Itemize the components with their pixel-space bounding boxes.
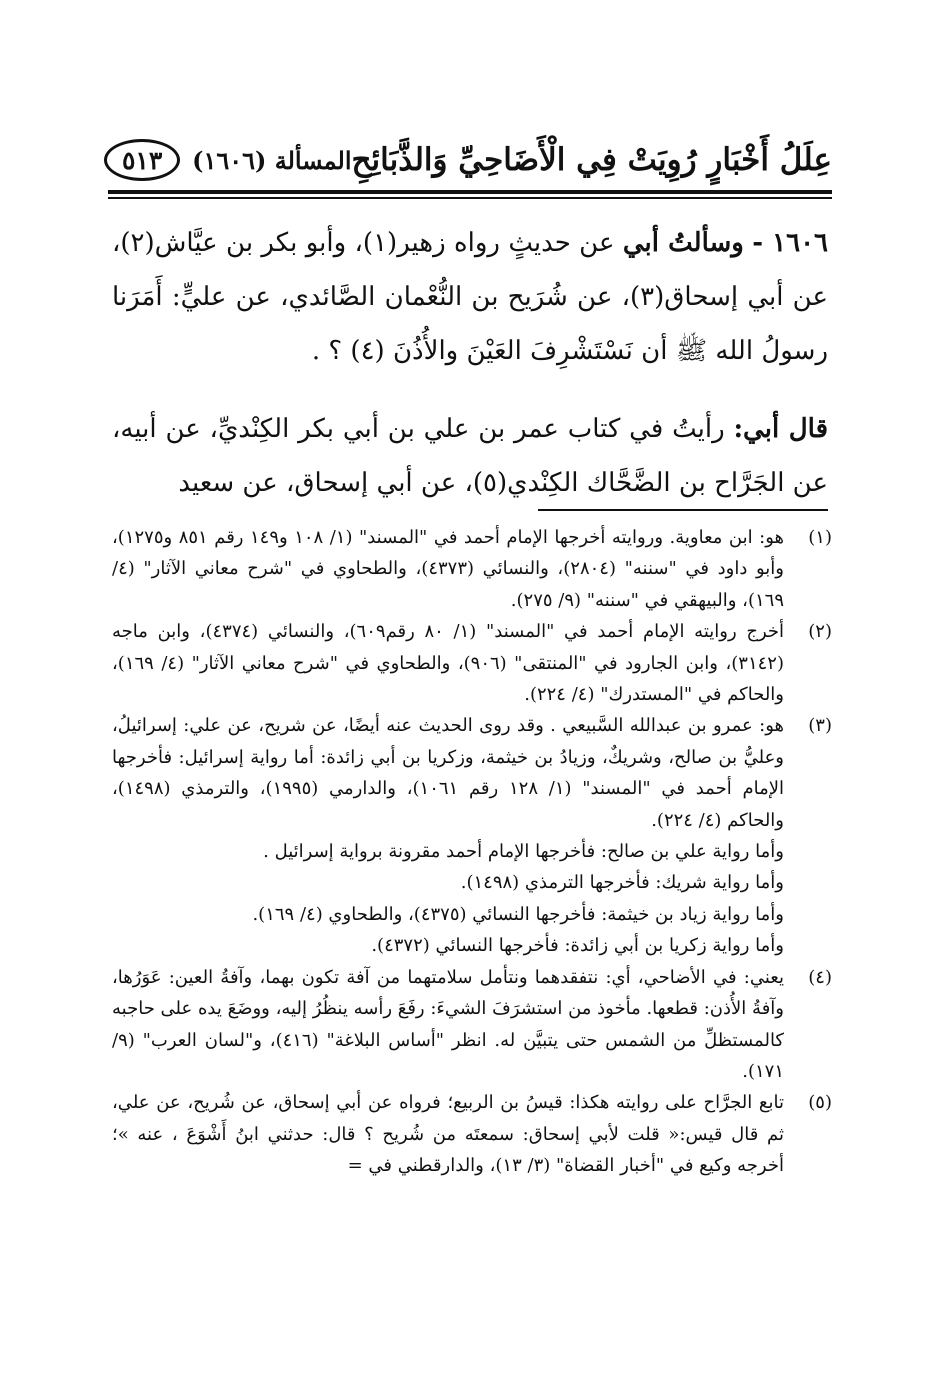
header-rule-thin [108,197,832,199]
question-lead: وسألتُ أبي [622,228,744,258]
question-text: عن حديثٍ رواه زهير(١)، وأبو بكر بن عيَّاش(٢)، عن أبي إسحاق(٣)، عن شُرَيح بن النُّعْمان الصَّائدي، عن عليٍّ: أَمَرَنا رسولُ الله ﷺ أن نَسْتَشْرِفَ العَيْنَ والأُذُنَ (٤) ؟ . [112,228,828,366]
footnote-body [112,710,784,961]
footnote-number: (٢) [808,621,832,643]
footnote-body [112,616,784,710]
footnote [112,962,832,1088]
footnote-number: (١) [808,527,832,548]
main-text [112,216,828,510]
answer-text: رأيتُ في كتاب عمر بن علي بن أبي بكر الكِنْديِّ، عن أبيه، عن الجَرَّاح بن الضَّحَّاك الكِنْدي(٥)، عن أبي إسحاق، عن سعيد [112,414,828,498]
footnote-text: وأما رواية شريك: فأخرجها الترمذي (١٤٩٨). [460,872,784,894]
answer-lead: قال أبي: [733,414,828,444]
footnotes [112,522,832,1182]
footnote-text: يعني: في الأضاحي، أي: نتفقدهما ونتأمل سلامتهما من آفة تكون بهما، وآفةُ العين: عَوَرُها، وآفةُ الأُذن: قطعها. مأخوذ من استشرَفَ الشيءَ: رفَعَ رأسه ينظُرُ إليه، ووضَعَ يده على حاجبه كالمستظلِّ من الشمس حتى يتبيَّن له. انظر "أساس البلاغة" (٤١٦)، و"لسان العرب" (٩/ ١٧١). [112,966,784,1082]
footnote-text: هو: عمرو بن عبدالله السَّبيعي . وقد روى الحديث عنه أيضًا، عن شريح، عن علي: إسرائيلُ، وعليُّ بن صالح، وشريكٌ، وزيادُ بن خيثمة، وزكريا بن أبي زائدة: أما رواية إسرائيل: فأخرجها الإمام أحمد في "المسند" (١/ ١٢٨ رقم ١٠٦١)، والدارمي (١٩٩٥)، والترمذي (١٤٩٨)، والحاكم (٤/ ٢٢٤). [112,715,784,831]
running-header [108,132,832,188]
issue-label: المسألة (١٦٠٦) [192,145,352,175]
footnote [112,710,832,961]
paragraph-question [112,216,828,378]
paragraph-answer [112,402,828,510]
footnote-text: وأما رواية زكريا بن أبي زائدة: فأخرجها النسائي (٤٣٧٢). [371,935,784,957]
footnote-body [112,522,784,616]
footnote-text: هو: ابن معاوية. وروايته أخرجها الإمام أحمد في "المسند" (١/ ١٠٨ و١٤٩ رقم ٨٥١ و١٢٧٥)، وأبو داود في "سننه" (٢٨٠٤)، والنسائي (٤٣٧٣)، والطحاوي في "شرح معاني الآثار" (٤/ ١٦٩)، والبيهقي في "سننه" (٩/ ٢٧٥). [112,527,784,611]
footnote-text: وأما رواية علي بن صالح: فأخرجها الإمام أحمد مقرونة برواية إسرائيل . [263,841,784,863]
footnote-number: (٥) [808,1092,832,1114]
footnote-body [112,962,784,1088]
header-left-group [104,139,351,181]
page-number-badge: ٥١٣ [104,139,180,181]
footnote-number: (٣) [808,715,832,737]
issue-number: ١٦٠٦ - [752,228,828,258]
footnote [112,1087,832,1181]
footnote-text: وأما رواية زياد بن خيثمة: فأخرجها النسائي (٤٣٧٥)، والطحاوي (٤/ ١٦٩). [252,903,784,925]
footnote-separator [538,509,828,511]
footnote-number: (٤) [808,966,832,988]
footnote-body [112,1087,784,1181]
book-title: عِلَلُ أَخْبَارٍ رُوِيَتْ فِي الْأَضَاحِيِّ وَالذَّبَائِحِ [351,142,832,178]
footnote-text: تابع الجرَّاح على روايته هكذا: قيسُ بن الربيع؛ فرواه عن أبي إسحاق، عن شُريح، عن علي، ثم قال قيس:« قلت لأبي إسحاق: سمعتَه من شُريح ؟ قال: حدثني ابنُ أَشْوَعَ ، عنه »؛ أخرجه وكيع في "أخبار القضاة" (٣/ ١٣)، والدارقطني في = [112,1092,784,1177]
footnote-text: أخرج روايته الإمام أحمد في "المسند" (١/ ٨٠ رقم٦٠٩)، والنسائي (٤٣٧٤)، وابن ماجه (٣١٤٢)، وابن الجارود في "المنتقى" (٩٠٦)، والطحاوي في "شرح معاني الآثار" (٤/ ١٦٩)، والحاكم في "المستدرك" (٤/ ٢٢٤). [112,621,785,706]
header-rule-thick [108,190,832,194]
footnote [112,522,832,616]
footnote [112,616,832,710]
